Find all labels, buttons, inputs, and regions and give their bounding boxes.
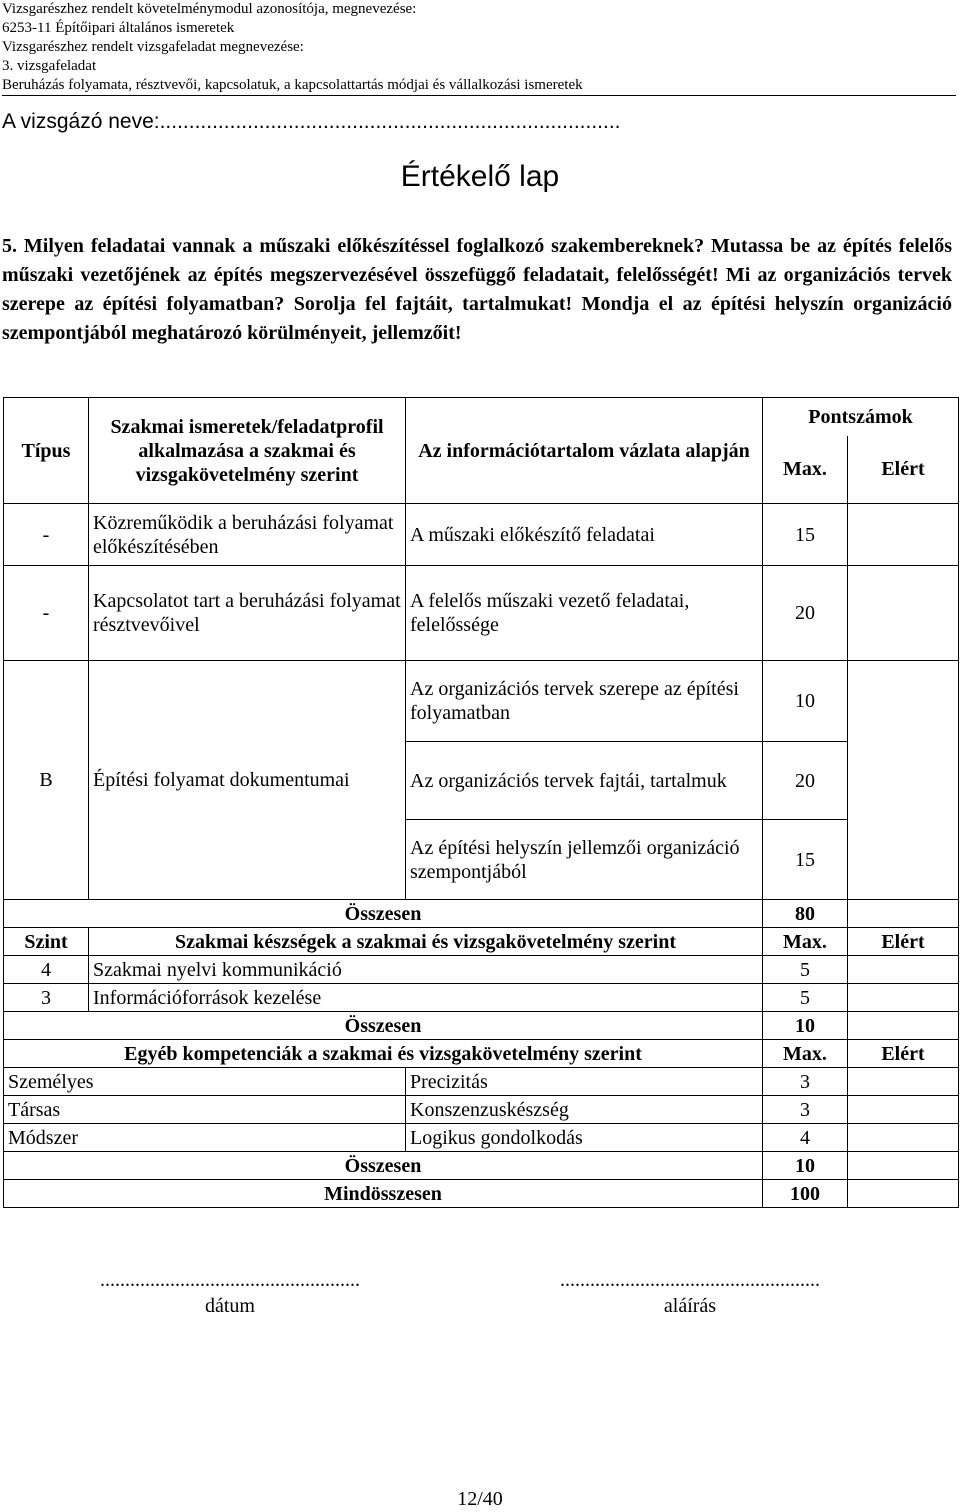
competency-type: Személyes xyxy=(4,1068,406,1096)
col-head-profile: Szakmai ismeretek/feladatprofil alkalmazása a szakmai és vizsgakövetelmény szerint xyxy=(89,398,406,504)
subtotal-label: Összesen xyxy=(4,900,763,928)
col-head-max: Max. xyxy=(763,436,848,504)
skill-achieved-cell[interactable] xyxy=(848,956,959,984)
row-content: Az építési helyszín jellemzői organizáció szempontjából xyxy=(406,820,763,900)
date-dots: .................................................... xyxy=(100,1269,360,1291)
exam-question: 5. Milyen feladatai vannak a műszaki előkészítéssel foglalkozó szakembereknek? Mutassa be az építés felelős műszaki vezetőjének az építés megszervezésével összefüggő feladatait, felelősségét! Mi az organizációs tervek szerepe az építési folyamatban? Sorolja fel fajtáit, tartalmukat! Mondja el az építési helyszín organizáció szempontjából meghatározó körülményeit, jellemzőit! xyxy=(2,235,952,344)
competency-head-achieved: Elért xyxy=(848,1040,959,1068)
skills-head-max: Max. xyxy=(763,928,848,956)
competency-name: Logikus gondolkodás xyxy=(406,1124,763,1152)
table-row xyxy=(4,1068,959,1096)
competency-name: Konszenzuskészség xyxy=(406,1096,763,1124)
competency-max: 4 xyxy=(763,1124,848,1152)
skills-head-label: Szakmai készségek a szakmai és vizsgakövetelmény szerint xyxy=(89,928,763,956)
row-content: A felelős műszaki vezető feladatai, felelőssége xyxy=(406,566,763,661)
skill-level: 3 xyxy=(4,984,89,1012)
skill-max: 5 xyxy=(763,984,848,1012)
skills-head-level: Szint xyxy=(4,928,89,956)
competency-name: Precizitás xyxy=(406,1068,763,1096)
signature-label: aláírás xyxy=(663,1295,717,1317)
row-max: 10 xyxy=(763,661,848,742)
col-head-content: Az információtartalom vázlata alapján xyxy=(406,398,763,504)
competency-type: Módszer xyxy=(4,1124,406,1152)
row-type: - xyxy=(4,504,89,566)
subtotal-label: Összesen xyxy=(4,1012,763,1040)
row-max: 20 xyxy=(763,742,848,820)
competency-achieved-cell[interactable] xyxy=(848,1096,959,1124)
header-task-label: Vizsgarészhez rendelt vizsgafeladat megnevezése: xyxy=(2,39,304,55)
skills-head-achieved: Elért xyxy=(848,928,959,956)
table-row xyxy=(4,661,959,742)
skill-max: 5 xyxy=(763,956,848,984)
row-profile: Kapcsolatot tart a beruházási folyamat résztvevőivel xyxy=(89,566,406,661)
row-content: Az organizációs tervek fajtái, tartalmuk xyxy=(406,742,763,820)
competency-type: Társas xyxy=(4,1096,406,1124)
grand-total-label: Mindösszesen xyxy=(4,1180,763,1208)
col-head-type: Típus xyxy=(4,398,89,504)
competency-head-label: Egyéb kompetenciák a szakmai és vizsgakövetelmény szerint xyxy=(4,1040,763,1068)
page-number: 12/40 xyxy=(457,1488,503,1510)
row-achieved-cell[interactable] xyxy=(848,504,959,566)
table-row xyxy=(4,956,959,984)
subtotal-achieved-cell[interactable] xyxy=(848,900,959,928)
row-max: 15 xyxy=(763,820,848,900)
header-divider xyxy=(2,95,956,96)
table-row xyxy=(4,984,959,1012)
competency-achieved-cell[interactable] xyxy=(848,1068,959,1096)
subtotal-label: Összesen xyxy=(4,1152,763,1180)
signature-dots: .................................................... xyxy=(560,1269,820,1291)
row-type: - xyxy=(4,566,89,661)
col-head-achieved: Elért xyxy=(848,436,959,504)
row-content: A műszaki előkészítő feladatai xyxy=(406,504,763,566)
row-achieved-cell[interactable] xyxy=(848,661,959,900)
date-signature-block xyxy=(85,1267,375,1319)
competency-max: 3 xyxy=(763,1068,848,1096)
competency-head-max: Max. xyxy=(763,1040,848,1068)
table-row xyxy=(4,566,959,661)
page-title: Értékelő lap xyxy=(400,160,560,193)
subtotal-achieved-cell[interactable] xyxy=(848,1012,959,1040)
header-module-name: 6253-11 Építőipari általános ismeretek xyxy=(2,20,235,36)
subtotal-max: 10 xyxy=(763,1152,848,1180)
col-head-points: Pontszámok xyxy=(763,398,959,436)
grand-total-max: 100 xyxy=(763,1180,848,1208)
skill-achieved-cell[interactable] xyxy=(848,984,959,1012)
signature-block xyxy=(545,1267,835,1319)
date-label: dátum xyxy=(205,1295,255,1317)
header-task-number: 3. vizsgafeladat xyxy=(2,58,97,74)
document-header xyxy=(2,0,942,95)
row-profile: Építési folyamat dokumentumai xyxy=(89,661,406,900)
competency-max: 3 xyxy=(763,1096,848,1124)
table-row xyxy=(4,504,959,566)
header-task-name: Beruházás folyamata, résztvevői, kapcsolatuk, a kapcsolattartás módjai és vállalkozási ismeretek xyxy=(2,77,583,93)
subtotal-achieved-cell[interactable] xyxy=(848,1152,959,1180)
row-max: 20 xyxy=(763,566,848,661)
skill-label: Információforrások kezelése xyxy=(89,984,763,1012)
skill-label: Szakmai nyelvi kommunikáció xyxy=(89,956,763,984)
subtotal-max: 80 xyxy=(763,900,848,928)
skill-level: 4 xyxy=(4,956,89,984)
table-row xyxy=(4,1124,959,1152)
table-row xyxy=(4,1096,959,1124)
row-profile: Közreműködik a beruházási folyamat előkészítésében xyxy=(89,504,406,566)
candidate-name-line: A vizsgázó neve:............................................................................... xyxy=(2,110,621,133)
row-type: B xyxy=(4,661,89,900)
header-module-label: Vizsgarészhez rendelt követelménymodul azonosítója, megnevezése: xyxy=(2,1,417,17)
grand-total-achieved-cell[interactable] xyxy=(848,1180,959,1208)
row-content: Az organizációs tervek szerepe az építési folyamatban xyxy=(406,661,763,742)
row-achieved-cell[interactable] xyxy=(848,566,959,661)
subtotal-max: 10 xyxy=(763,1012,848,1040)
row-max: 15 xyxy=(763,504,848,566)
evaluation-table xyxy=(3,397,959,1208)
competency-achieved-cell[interactable] xyxy=(848,1124,959,1152)
